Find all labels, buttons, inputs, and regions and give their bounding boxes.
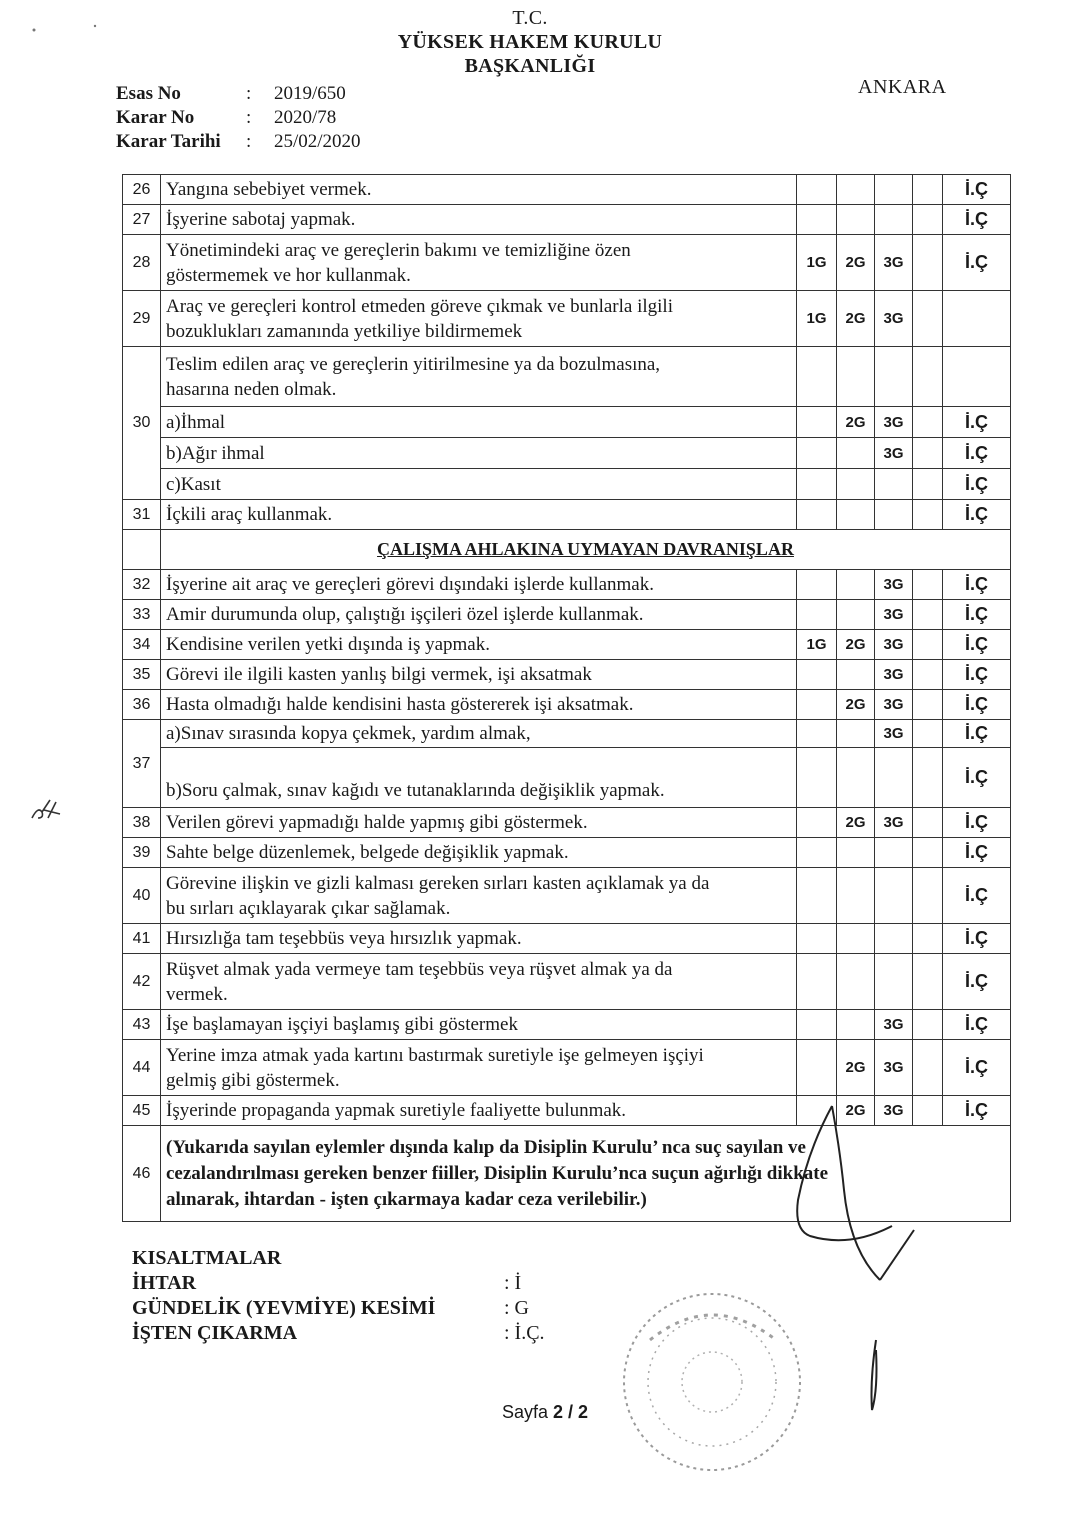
description-line: Araç ve gereçleri kontrol etmeden göreve çıkmak ve bunlarla ilgili: [166, 295, 673, 317]
penalty-cell: [913, 291, 943, 347]
meta-value: 2020/78: [274, 107, 337, 128]
page-number: [502, 1402, 588, 1423]
description-line: [166, 753, 791, 778]
penalty-cell: [913, 175, 943, 205]
penalty-cell: [797, 600, 837, 630]
table-row: [123, 175, 1011, 205]
description-line: Hasta olmadığı halde kendisini hasta göstererek işi aksatmak.: [166, 694, 634, 715]
description-line: Görevi ile ilgili kasten yanlış bilgi vermek, işi aksatmak: [166, 664, 592, 685]
penalty-cell: [837, 868, 875, 924]
meta-label: Esas No: [116, 83, 181, 104]
abbreviation-row: [132, 1296, 545, 1321]
row-number: 31: [123, 500, 161, 530]
penalty-cell: [837, 205, 875, 235]
row-number: 43: [123, 1010, 161, 1040]
table-row: [123, 720, 1011, 748]
penalty-cell: [837, 347, 875, 407]
offense-description: [161, 407, 797, 438]
row-number: 29: [123, 291, 161, 347]
offense-description: [161, 469, 797, 500]
offense-description: [161, 690, 797, 720]
meta-colon: :: [246, 83, 252, 104]
description-line: İşyerine ait araç ve gereçleri görevi dışındaki işlerde kullanmak.: [166, 574, 654, 595]
official-seal-stamp: [600, 1280, 820, 1490]
dismissal-cell: İ.Ç: [943, 1096, 1011, 1126]
description-line: Görevine ilişkin ve gizli kalması gereken sırları kasten açıklamak ya da: [166, 872, 710, 894]
case-meta: [116, 82, 361, 154]
penalty-cell: [797, 720, 837, 748]
abbreviations: [132, 1246, 545, 1346]
table-row: [123, 205, 1011, 235]
table-row: [123, 660, 1011, 690]
row-number: 39: [123, 838, 161, 868]
row-number: 38: [123, 808, 161, 838]
penalty-cell: 3G: [875, 438, 913, 469]
description-line: göstermemek ve hor kullanmak.: [166, 264, 411, 286]
penalty-cell: [913, 924, 943, 954]
offense-description: [161, 205, 797, 235]
penalty-cell: 3G: [875, 235, 913, 291]
penalty-cell: 3G: [875, 407, 913, 438]
dismissal-cell: İ.Ç: [943, 748, 1011, 808]
table-row: [123, 1010, 1011, 1040]
page-count: 2 / 2: [553, 1402, 589, 1422]
description-line: Kendisine verilen yetki dışında iş yapmak.: [166, 634, 490, 655]
dismissal-cell: İ.Ç: [943, 660, 1011, 690]
provision-line: cezalandırılması gereken benzer fiiller, Disiplin Kurulu’nca suçun ağırlığı dikkate: [166, 1162, 829, 1184]
penalty-cell: [875, 868, 913, 924]
offense-description: [161, 600, 797, 630]
penalty-cell: [875, 175, 913, 205]
description-line: c)Kasıt: [166, 473, 221, 495]
offense-description: [161, 500, 797, 530]
offense-description: [161, 570, 797, 600]
penalty-cell: [913, 690, 943, 720]
table-row: [123, 954, 1011, 1010]
penalty-table: [122, 174, 1011, 1222]
institution-title: [330, 6, 730, 78]
description-line: bu sırları açıklayarak çıkar sağlamak.: [166, 897, 451, 919]
dismissal-cell: İ.Ç: [943, 720, 1011, 748]
description-line: hasarına neden olmak.: [166, 378, 337, 400]
penalty-cell: [837, 924, 875, 954]
penalty-cell: [797, 748, 837, 808]
penalty-cell: [837, 748, 875, 808]
section-row: [123, 530, 1011, 570]
description-line: Yönetimindeki araç ve gereçlerin bakımı ve temizliğine özen: [166, 239, 631, 261]
meta-row: [116, 106, 361, 130]
penalty-cell: [875, 954, 913, 1010]
description-line: a)Sınav sırasında kopya çekmek, yardım almak,: [166, 723, 531, 744]
penalty-cell: [797, 407, 837, 438]
row-number: 40: [123, 868, 161, 924]
row-number: 27: [123, 205, 161, 235]
table-row: [123, 630, 1011, 660]
page-label: Sayfa: [502, 1402, 549, 1422]
penalty-cell: [837, 600, 875, 630]
offense-description: [161, 235, 797, 291]
penalty-cell: 2G: [837, 690, 875, 720]
table-row: [123, 748, 1011, 808]
row-number: 35: [123, 660, 161, 690]
institution-line-3: BAŞKANLIĞI: [464, 55, 596, 77]
row-number: 46: [123, 1126, 161, 1222]
penalty-cell: 3G: [875, 660, 913, 690]
penalty-cell: [837, 175, 875, 205]
penalty-cell: 3G: [875, 291, 913, 347]
description-line: İçkili araç kullanmak.: [166, 504, 333, 525]
abbreviation-row: [132, 1321, 545, 1346]
penalty-cell: [913, 438, 943, 469]
provision-line: alınarak, ihtardan - işten çıkarmaya kadar ceza verilebilir.): [166, 1188, 647, 1210]
penalty-cell: [913, 1040, 943, 1096]
penalty-cell: [797, 690, 837, 720]
row-number: 42: [123, 954, 161, 1010]
penalty-cell: [837, 438, 875, 469]
table-row: [123, 690, 1011, 720]
penalty-cell: [797, 1010, 837, 1040]
description-line: vermek.: [166, 983, 228, 1005]
penalty-cell: [797, 954, 837, 1010]
abbreviation-term: İŞTEN ÇIKARMA: [132, 1322, 298, 1344]
penalty-cell: [797, 838, 837, 868]
description-line: İşyerinde propaganda yapmak suretiyle faaliyette bulunmak.: [166, 1100, 627, 1121]
offense-description: [161, 291, 797, 347]
penalty-cell: [913, 630, 943, 660]
dismissal-cell: İ.Ç: [943, 924, 1011, 954]
penalty-cell: 3G: [875, 690, 913, 720]
meta-row: [116, 82, 361, 106]
abbreviations-title: KISALTMALAR: [132, 1247, 282, 1269]
penalty-cell: [797, 347, 837, 407]
penalty-cell: [875, 748, 913, 808]
meta-value: 2019/650: [274, 83, 346, 104]
offense-description: [161, 954, 797, 1010]
section-title: ÇALIŞMA AHLAKINA UYMAYAN DAVRANIŞLAR: [161, 530, 1011, 570]
penalty-cell: [913, 469, 943, 500]
dismissal-cell: İ.Ç: [943, 600, 1011, 630]
penalty-cell: [797, 808, 837, 838]
penalty-cell: 3G: [875, 808, 913, 838]
dismissal-cell: [943, 291, 1011, 347]
dismissal-cell: İ.Ç: [943, 838, 1011, 868]
row-number: 36: [123, 690, 161, 720]
penalty-cell: [913, 570, 943, 600]
description-line: Hırsızlığa tam teşebbüs veya hırsızlık yapmak.: [166, 928, 522, 949]
dismissal-cell: İ.Ç: [943, 808, 1011, 838]
penalty-cell: 3G: [875, 600, 913, 630]
row-number: 34: [123, 630, 161, 660]
penalty-cell: [913, 868, 943, 924]
penalty-cell: [797, 924, 837, 954]
dismissal-cell: İ.Ç: [943, 868, 1011, 924]
row-number: 45: [123, 1096, 161, 1126]
offense-description: [161, 347, 797, 407]
penalty-cell: 1G: [797, 630, 837, 660]
institution-line-2: YÜKSEK HAKEM KURULU: [397, 31, 663, 53]
penalty-cell: [797, 660, 837, 690]
table-row: [123, 469, 1011, 500]
table-row: [123, 570, 1011, 600]
penalty-cell: 3G: [875, 1040, 913, 1096]
row-number: 32: [123, 570, 161, 600]
abbreviation-code: : İ: [504, 1272, 522, 1294]
description-line: Yangına sebebiyet vermek.: [166, 179, 372, 200]
table-row: [123, 838, 1011, 868]
penalty-cell: [913, 838, 943, 868]
dismissal-cell: İ.Ç: [943, 407, 1011, 438]
offense-description: [161, 868, 797, 924]
penalty-cell: [913, 660, 943, 690]
penalty-cell: [797, 868, 837, 924]
table-row: [123, 500, 1011, 530]
table-row: [123, 924, 1011, 954]
city-label: ANKARA: [858, 76, 947, 98]
description-line: Rüşvet almak yada vermeye tam teşebbüs veya rüşvet almak ya da: [166, 958, 673, 980]
section-number-cell: [123, 530, 161, 570]
table-row: [123, 347, 1011, 407]
penalty-cell: [837, 469, 875, 500]
dismissal-cell: İ.Ç: [943, 630, 1011, 660]
description-line: Sahte belge düzenlemek, belgede değişiklik yapmak.: [166, 842, 569, 863]
meta-value: 25/02/2020: [274, 131, 361, 152]
margin-initials: [26, 788, 66, 828]
penalty-cell: 2G: [837, 1096, 875, 1126]
dismissal-cell: İ.Ç: [943, 469, 1011, 500]
penalty-cell: [875, 924, 913, 954]
description-line: a)İhmal: [166, 411, 226, 433]
penalty-cell: [875, 347, 913, 407]
penalty-cell: [837, 838, 875, 868]
penalty-cell: 2G: [837, 235, 875, 291]
penalty-cell: 3G: [875, 570, 913, 600]
penalty-cell: [875, 469, 913, 500]
description-line: İşyerine sabotaj yapmak.: [166, 209, 356, 230]
description-line: bozuklukları zamanında yetkiliye bildirmemek: [166, 320, 523, 342]
table-row: [123, 407, 1011, 438]
description-line: gelmiş gibi göstermek.: [166, 1069, 340, 1091]
offense-description: [161, 924, 797, 954]
penalty-cell: 2G: [837, 808, 875, 838]
dismissal-cell: İ.Ç: [943, 205, 1011, 235]
penalty-cell: [913, 500, 943, 530]
row-number: 33: [123, 600, 161, 630]
penalty-cell: [837, 660, 875, 690]
penalty-cell: 2G: [837, 1040, 875, 1096]
provision-line: (Yukarıda sayılan eylemler dışında kalıp da Disiplin Kurulu’ nca suç sayılan ve: [166, 1136, 806, 1158]
dismissal-cell: [943, 347, 1011, 407]
offense-description: [161, 808, 797, 838]
description-line: b)Soru çalmak, sınav kağıdı ve tutanaklarında değişiklik yapmak.: [166, 779, 665, 801]
row-number: 37: [123, 720, 161, 808]
penalty-cell: [797, 500, 837, 530]
dismissal-cell: İ.Ç: [943, 954, 1011, 1010]
penalty-cell: [837, 720, 875, 748]
table-row: [123, 291, 1011, 347]
penalty-cell: [913, 235, 943, 291]
institution-line-1: T.C.: [512, 7, 548, 29]
dismissal-cell: İ.Ç: [943, 235, 1011, 291]
dismissal-cell: İ.Ç: [943, 690, 1011, 720]
penalty-cell: [797, 570, 837, 600]
penalty-cell: 1G: [797, 235, 837, 291]
offense-description: [161, 630, 797, 660]
penalty-cell: [913, 600, 943, 630]
penalty-cell: [797, 205, 837, 235]
table-row: [123, 808, 1011, 838]
abbreviation-row: [132, 1271, 545, 1296]
penalty-cell: [913, 748, 943, 808]
offense-description: [161, 438, 797, 469]
penalty-cell: [875, 500, 913, 530]
penalty-cell: 3G: [875, 720, 913, 748]
penalty-cell: 2G: [837, 630, 875, 660]
row-number: 41: [123, 924, 161, 954]
penalty-cell: [913, 407, 943, 438]
scan-specks: [20, 20, 110, 40]
table-row: [123, 235, 1011, 291]
description-line: Verilen görevi yapmadığı halde yapmış gibi göstermek.: [166, 812, 588, 833]
penalty-cell: [797, 469, 837, 500]
description-line: Amir durumunda olup, çalıştığı işçileri özel işlerde kullanmak.: [166, 604, 644, 625]
table-row: [123, 438, 1011, 469]
offense-description: [161, 838, 797, 868]
offense-description: [161, 660, 797, 690]
penalty-cell: [913, 808, 943, 838]
offense-description: [161, 1096, 797, 1126]
meta-row: [116, 130, 361, 154]
penalty-cell: [913, 720, 943, 748]
penalty-cell: [837, 954, 875, 1010]
abbreviation-term: İHTAR: [132, 1272, 197, 1294]
dismissal-cell: İ.Ç: [943, 1040, 1011, 1096]
abbreviation-code: : İ.Ç.: [504, 1322, 545, 1344]
penalty-cell: [875, 205, 913, 235]
penalty-cell: [875, 838, 913, 868]
dismissal-cell: İ.Ç: [943, 1010, 1011, 1040]
description-line: İşe başlamayan işçiyi başlamış gibi göstermek: [166, 1014, 518, 1035]
table-row: [123, 600, 1011, 630]
offense-description: [161, 748, 797, 808]
description-line: b)Ağır ihmal: [166, 442, 265, 464]
offense-description: [161, 1040, 797, 1096]
offense-description: [161, 1010, 797, 1040]
penalty-cell: [797, 175, 837, 205]
penalty-cell: [913, 205, 943, 235]
meta-colon: :: [246, 107, 252, 128]
meta-label: Karar No: [116, 107, 195, 128]
penalty-cell: 2G: [837, 407, 875, 438]
penalty-cell: [837, 1010, 875, 1040]
abbreviation-term: GÜNDELİK (YEVMİYE) KESİMİ: [132, 1297, 436, 1319]
penalty-cell: [837, 500, 875, 530]
dismissal-cell: İ.Ç: [943, 175, 1011, 205]
meta-colon: :: [246, 131, 252, 152]
description-line: Teslim edilen araç ve gereçlerin yitirilmesine ya da bozulmasına,: [166, 353, 661, 375]
dismissal-cell: İ.Ç: [943, 570, 1011, 600]
penalty-cell: [913, 954, 943, 1010]
penalty-cell: [797, 438, 837, 469]
penalty-cell: [913, 1010, 943, 1040]
meta-label: Karar Tarihi: [116, 131, 221, 152]
penalty-cell: 3G: [875, 1010, 913, 1040]
penalty-cell: [837, 570, 875, 600]
penalty-cell: [797, 1040, 837, 1096]
penalty-cell: 1G: [797, 291, 837, 347]
row-number: 44: [123, 1040, 161, 1096]
description-line: Yerine imza atmak yada kartını bastırmak suretiyle işe gelmeyen işçiyi: [166, 1044, 704, 1066]
row-number: 26: [123, 175, 161, 205]
table-row: [123, 868, 1011, 924]
row-number: 28: [123, 235, 161, 291]
row-number: 30: [123, 347, 161, 500]
offense-description: [161, 720, 797, 748]
dismissal-cell: İ.Ç: [943, 500, 1011, 530]
penalty-cell: 3G: [875, 1096, 913, 1126]
table-row: [123, 1040, 1011, 1096]
dismissal-cell: İ.Ç: [943, 438, 1011, 469]
penalty-cell: 3G: [875, 630, 913, 660]
abbreviation-code: : G: [504, 1297, 529, 1319]
penalty-cell: [913, 347, 943, 407]
offense-description: [161, 175, 797, 205]
penalty-cell: 2G: [837, 291, 875, 347]
